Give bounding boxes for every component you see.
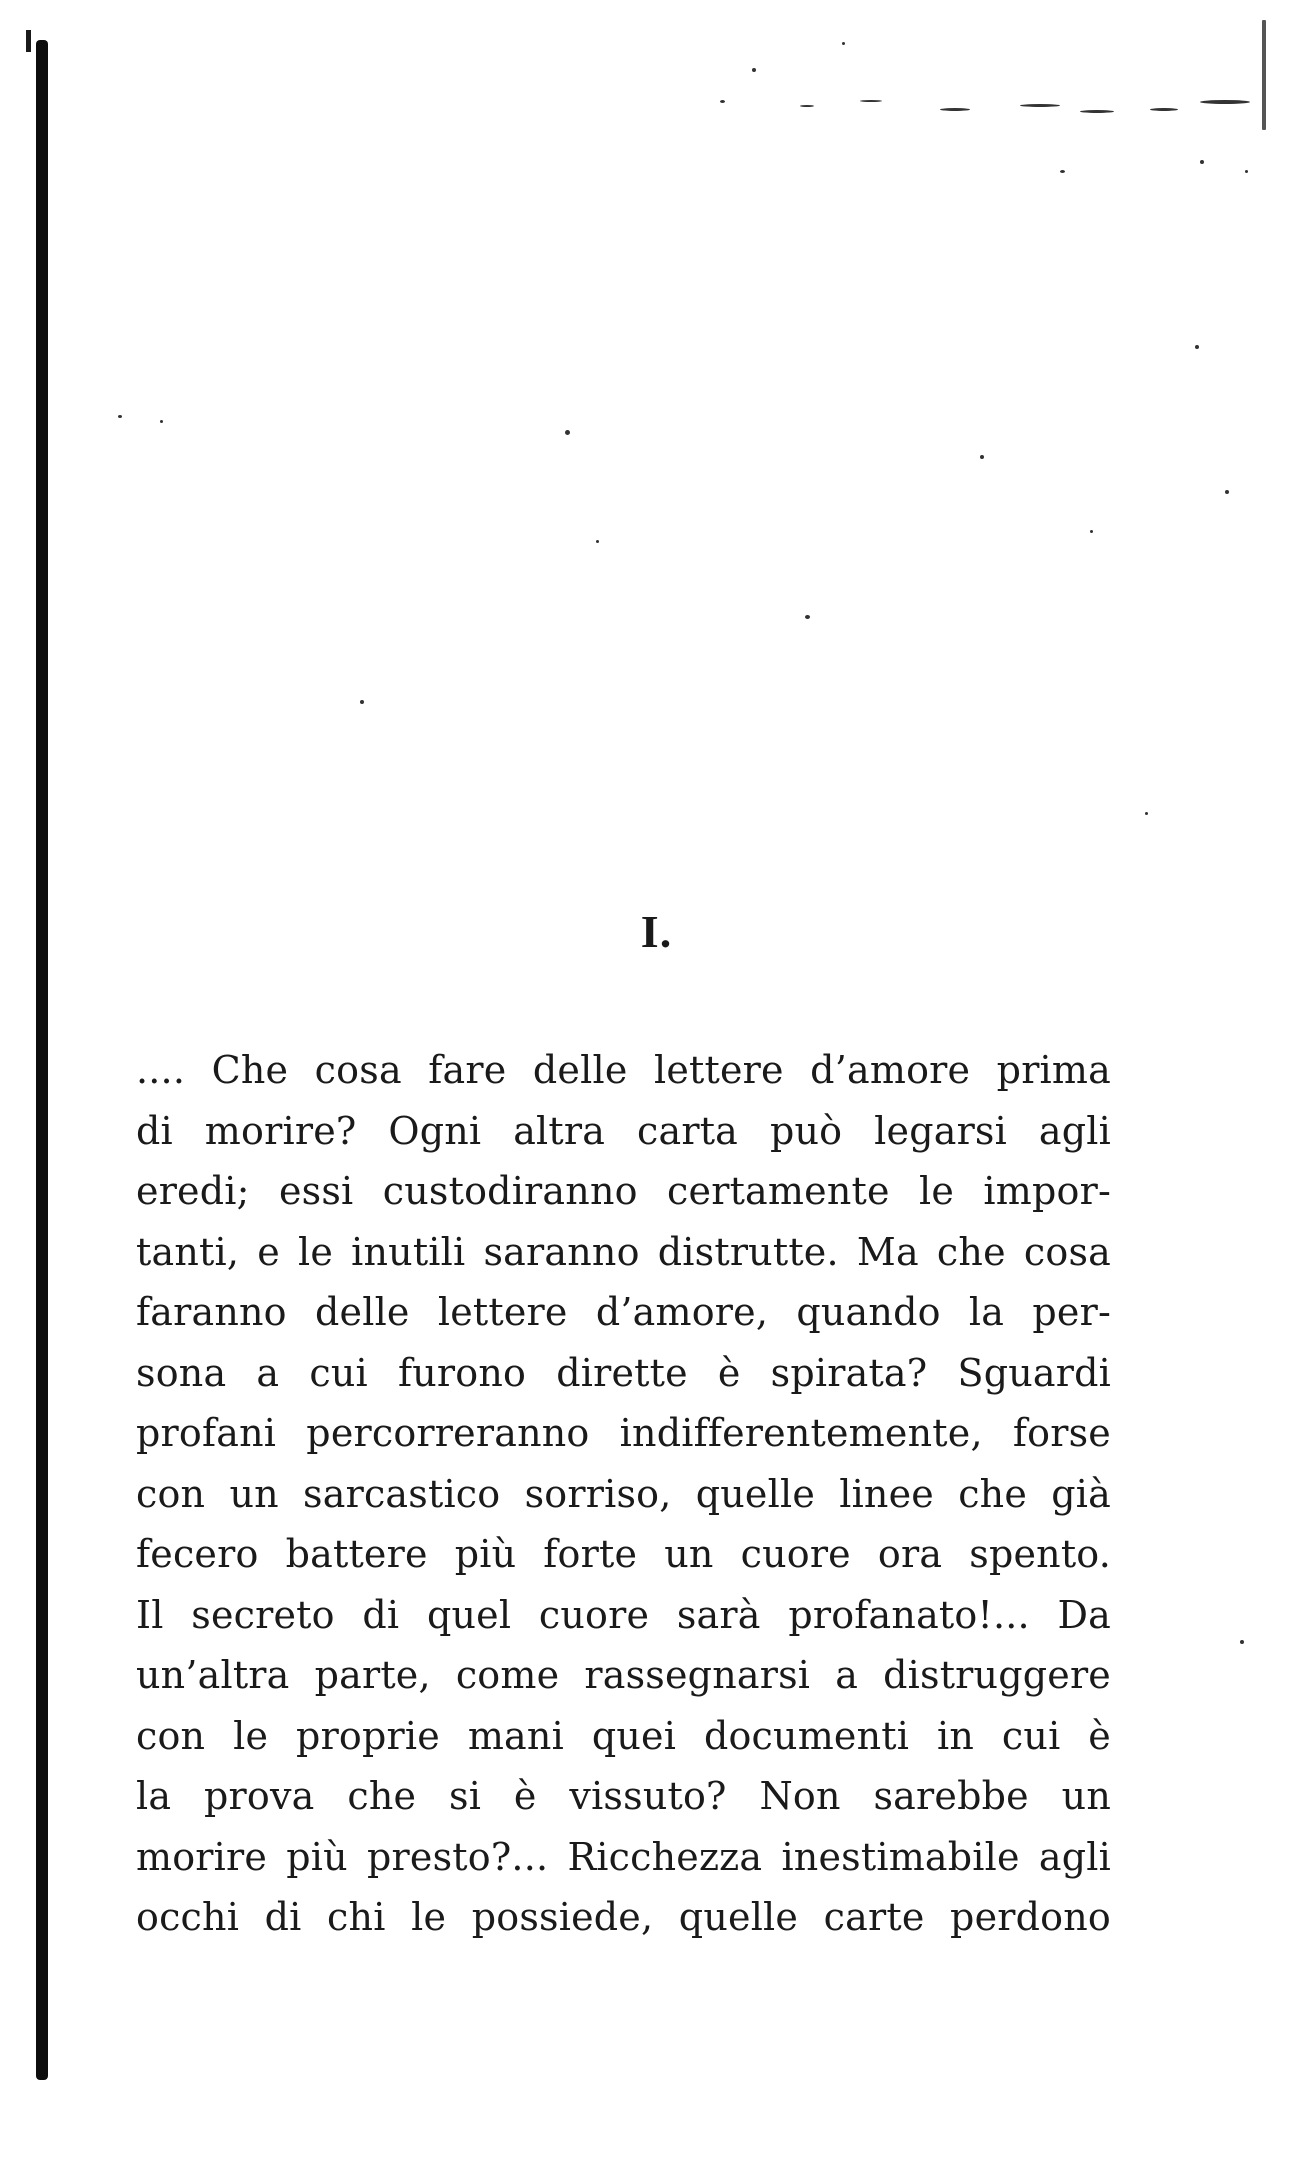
scan-speck (752, 68, 756, 72)
scan-speck (1145, 812, 1148, 815)
scan-speck (1080, 110, 1114, 113)
text-line: occhi di chi le possiede, quelle carte perdono (136, 1895, 1111, 1939)
text-line: sona a cui furono dirette è spirata? Sguardi (136, 1350, 1111, 1395)
scan-speck (118, 415, 122, 418)
scan-speck (1090, 530, 1093, 533)
scan-speck (160, 420, 163, 423)
scan-speck (1060, 170, 1065, 173)
text-line: di morire? Ogni altra carta può legarsi agli (136, 1108, 1111, 1153)
scan-speck (842, 42, 845, 45)
text-line: fecero battere più forte un cuore ora spento. (136, 1532, 1111, 1576)
chapter-heading: I. (640, 906, 673, 957)
text-line: faranno delle lettere d’amore, quando la per- (136, 1290, 1111, 1334)
scan-speck (1195, 345, 1199, 349)
scan-speck (1020, 104, 1060, 107)
scan-speck (1262, 20, 1266, 130)
scan-speck (940, 108, 970, 111)
scan-speck (800, 105, 814, 107)
scan-speck (805, 615, 810, 619)
text-line: profani percorreranno indifferentemente, forse (136, 1411, 1111, 1455)
text-line: un’altra parte, come rassegnarsi a distruggere (136, 1653, 1111, 1697)
text-line: con le proprie mani quei documenti in cui è (136, 1713, 1111, 1758)
scan-speck (720, 100, 725, 103)
scan-speck (1150, 108, 1178, 111)
scan-speck (596, 540, 599, 543)
text-line: morire più presto?... Ricchezza inestimabile agli (136, 1834, 1111, 1879)
scan-speck (1200, 100, 1250, 104)
text-line: Il secreto di quel cuore sarà profanato!... Da (136, 1592, 1111, 1637)
text-line: la prova che si è vissuto? Non sarebbe un (136, 1774, 1111, 1818)
scan-speck (980, 455, 984, 459)
binding-edge (36, 40, 48, 2080)
scan-speck (1225, 490, 1229, 494)
text-line: con un sarcastico sorriso, quelle linee che già (136, 1471, 1111, 1516)
text-line: tanti, e le inutili saranno distrutte. Ma che cosa (136, 1229, 1111, 1274)
scan-speck (1200, 160, 1204, 164)
text-line: .... Che cosa fare delle lettere d’amore prima (136, 1048, 1111, 1092)
binding-mark (26, 30, 31, 52)
scan-speck (1240, 1640, 1244, 1644)
scan-speck (860, 100, 882, 102)
body-text (136, 1040, 1111, 1948)
scan-speck (1245, 170, 1248, 173)
text-line: eredi; essi custodiranno certamente le impor- (136, 1169, 1111, 1213)
scan-speck (360, 700, 364, 704)
scan-speck (565, 430, 570, 435)
